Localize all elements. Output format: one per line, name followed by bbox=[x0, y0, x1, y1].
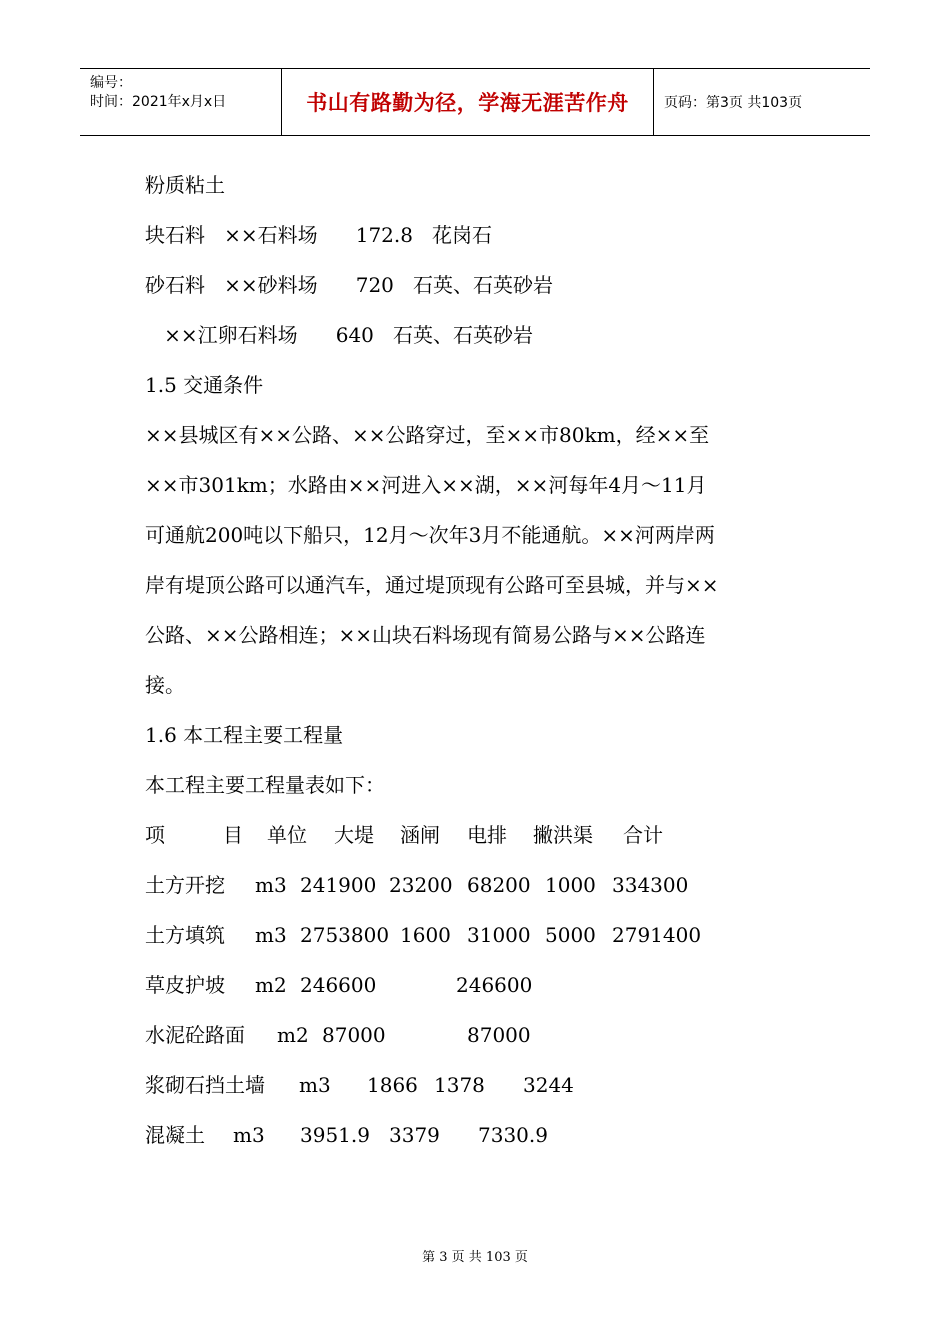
page-header bbox=[80, 68, 870, 136]
table-row bbox=[145, 1110, 815, 1160]
table-header-cell: 项 bbox=[145, 823, 165, 847]
table-cell: 87000 bbox=[467, 1023, 531, 1047]
table-cell: 土方开挖 bbox=[145, 873, 225, 897]
table-header-cell: 合计 bbox=[623, 823, 663, 847]
body-paragraph-line: 公路、××公路相连；××山块石料场现有简易公路与××公路连 bbox=[145, 623, 706, 647]
table-cell: 混凝土 bbox=[145, 1123, 205, 1147]
table-header-cell: 单位 bbox=[267, 823, 307, 847]
table-cell: m3 bbox=[299, 1073, 331, 1097]
table-cell: 246600 bbox=[456, 973, 533, 997]
table-header-cell: 涵闸 bbox=[400, 823, 440, 847]
table-cell: 浆砌石挡土墙 bbox=[145, 1073, 265, 1097]
table-cell: 水泥砼路面 bbox=[145, 1023, 245, 1047]
body-paragraph-line: 接。 bbox=[145, 673, 185, 697]
table-cell: m3 bbox=[255, 873, 287, 897]
table-cell: 7330.9 bbox=[478, 1123, 548, 1147]
table-cell: 5000 bbox=[545, 923, 596, 947]
table-row bbox=[145, 860, 815, 910]
table-header-cell: 撇洪渠 bbox=[533, 823, 593, 847]
body-paragraph-line: 岸有堤顶公路可以通汽车，通过堤顶现有公路可至县城，并与×× bbox=[145, 573, 719, 597]
document-body bbox=[145, 160, 815, 1160]
body-paragraph-line: ××县城区有××公路、××公路穿过，至××市80km，经××至 bbox=[145, 423, 710, 447]
table-cell: 31000 bbox=[467, 923, 531, 947]
body-paragraph-line: ××市301km；水路由××河进入××湖，××河每年4月～11月 bbox=[145, 473, 707, 497]
table-cell: 2791400 bbox=[612, 923, 702, 947]
table-cell: 241900 bbox=[300, 873, 377, 897]
table-cell: 土方填筑 bbox=[145, 923, 225, 947]
body-line: ××江卵石料场 640 石英、石英砂岩 bbox=[145, 323, 533, 347]
table-intro: 本工程主要工程量表如下： bbox=[145, 773, 385, 797]
header-meta-cell bbox=[80, 69, 282, 135]
table-cell: 68200 bbox=[467, 873, 531, 897]
header-motto: 书山有路勤为径，学海无涯苦作舟 bbox=[282, 69, 654, 135]
table-cell: 3951.9 bbox=[300, 1123, 370, 1147]
section-heading-quantities: 1.6 本工程主要工程量 bbox=[145, 723, 344, 747]
table-row bbox=[145, 910, 815, 960]
body-line: 块石料 ××石料场 172.8 花岗石 bbox=[145, 223, 493, 247]
table-cell: 87000 bbox=[322, 1023, 386, 1047]
document-time-label: 时间：2021年x月x日 bbox=[90, 94, 227, 110]
table-cell: m2 bbox=[255, 973, 287, 997]
document-number-label: 编号： bbox=[90, 75, 132, 91]
body-line: 粉质粘土 bbox=[145, 173, 225, 197]
header-page-info: 页码：第3页 共103页 bbox=[664, 95, 803, 111]
table-header-cell: 大堤 bbox=[334, 823, 374, 847]
table-cell: 246600 bbox=[300, 973, 377, 997]
table-header-cell: 目 bbox=[223, 823, 243, 847]
table-cell: 2753800 bbox=[300, 923, 390, 947]
section-heading-traffic: 1.5 交通条件 bbox=[145, 373, 264, 397]
table-header-row bbox=[145, 810, 815, 860]
table-cell: 1600 bbox=[400, 923, 451, 947]
table-cell: 23200 bbox=[389, 873, 453, 897]
table-cell: 1000 bbox=[545, 873, 596, 897]
table-cell: 草皮护坡 bbox=[145, 973, 225, 997]
table-cell: 1378 bbox=[434, 1073, 485, 1097]
table-cell: 3244 bbox=[523, 1073, 574, 1097]
table-row bbox=[145, 960, 815, 1010]
body-line: 砂石料 ××砂料场 720 石英、石英砂岩 bbox=[145, 273, 553, 297]
table-cell: 334300 bbox=[612, 873, 689, 897]
table-cell: 3379 bbox=[389, 1123, 440, 1147]
table-row bbox=[145, 1060, 815, 1110]
table-cell: m3 bbox=[233, 1123, 265, 1147]
table-row bbox=[145, 1010, 815, 1060]
body-paragraph-line: 可通航200吨以下船只，12月～次年3月不能通航。××河两岸两 bbox=[145, 523, 715, 547]
table-cell: m2 bbox=[277, 1023, 309, 1047]
table-header-cell: 电排 bbox=[467, 823, 507, 847]
table-cell: m3 bbox=[255, 923, 287, 947]
table-cell: 1866 bbox=[367, 1073, 418, 1097]
page-footer: 第 3 页 共 103 页 bbox=[422, 1250, 528, 1265]
